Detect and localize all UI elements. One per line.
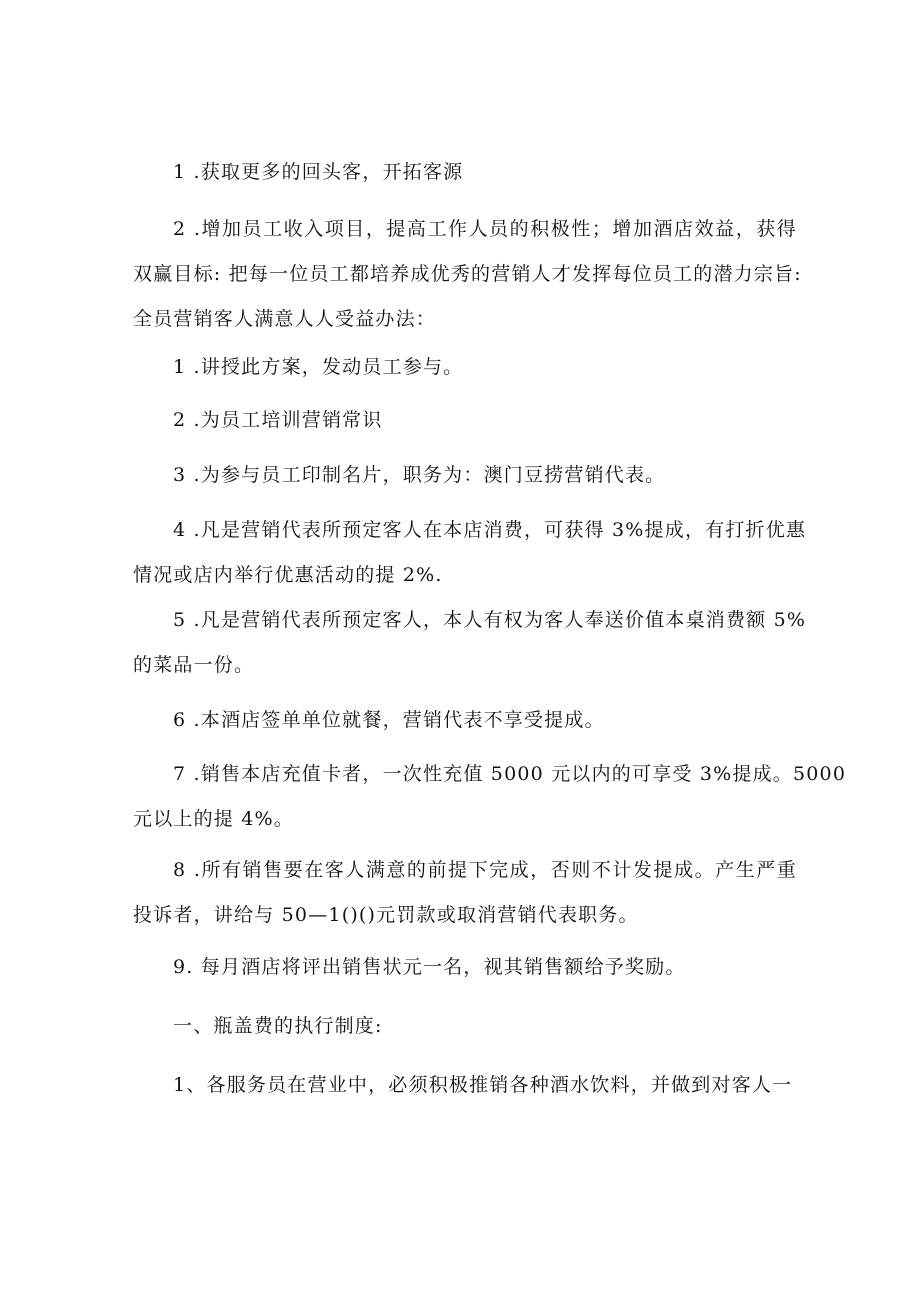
text-line: 投诉者，讲给与 50—1()()元罚款或取消营销代表职务。 [133, 904, 639, 926]
text-line: 1 .获取更多的回头客，开拓客源 [173, 161, 464, 183]
text-line: 元以上的提 4%。 [133, 808, 294, 830]
paragraph-10 [133, 848, 797, 938]
text-line: 一、瓶盖费的执行制度: [173, 1015, 383, 1037]
paragraph-11 [133, 945, 797, 990]
paragraph-9 [133, 752, 847, 842]
text-line: 3 .为参与员工印制名片，职务为：澳门豆捞营销代表。 [173, 464, 666, 486]
text-line: 9. 每月酒店将评出销售状元一名，视其销售额给予奖励。 [173, 956, 686, 978]
paragraph-7 [133, 598, 807, 688]
paragraph-13 [133, 1063, 797, 1108]
text-line: 8 .所有销售要在客人满意的前提下完成，否则不计发提成。产生严重 [173, 859, 797, 881]
text-line: 1、各服务员在营业中，必须积极推销各种酒水饮料，并做到对客人一 [173, 1074, 793, 1096]
text-line: 的菜品一份。 [133, 654, 255, 676]
text-line: 1 .讲授此方案，发动员工参与。 [173, 356, 464, 378]
text-line: 2 .为员工培训营销常识 [173, 409, 383, 431]
paragraph-1 [133, 150, 797, 195]
paragraph-6 [133, 508, 807, 598]
paragraph-5 [133, 453, 797, 498]
text-line: 2 .增加员工收入项目，提高工作人员的积极性；增加酒店效益，获得 [173, 218, 797, 240]
paragraph-3 [133, 345, 797, 390]
text-line: 全员营销客人满意人人受益办法： [133, 308, 437, 330]
text-line: 4 .凡是营销代表所预定客人在本店消费，可获得 3%提成，有打折优惠 [173, 519, 807, 541]
section-heading [133, 1004, 797, 1049]
text-line: 7 .销售本店充值卡者，一次性充值 5000 元以内的可享受 3%提成。5000 [173, 763, 847, 785]
paragraph-2 [133, 207, 802, 342]
text-line: 情况或店内举行优惠活动的提 2%. [133, 564, 443, 586]
paragraph-4 [133, 398, 797, 443]
paragraph-8 [133, 698, 797, 743]
text-line: 5 .凡是营销代表所预定客人，本人有权为客人奉送价值本桌消费额 5% [173, 609, 807, 631]
text-line: 6 .本酒店签单单位就餐，营销代表不享受提成。 [173, 709, 605, 731]
text-line: 双赢目标: 把每一位员工都培养成优秀的营销人才发挥每位员工的潜力宗旨: [133, 263, 802, 285]
